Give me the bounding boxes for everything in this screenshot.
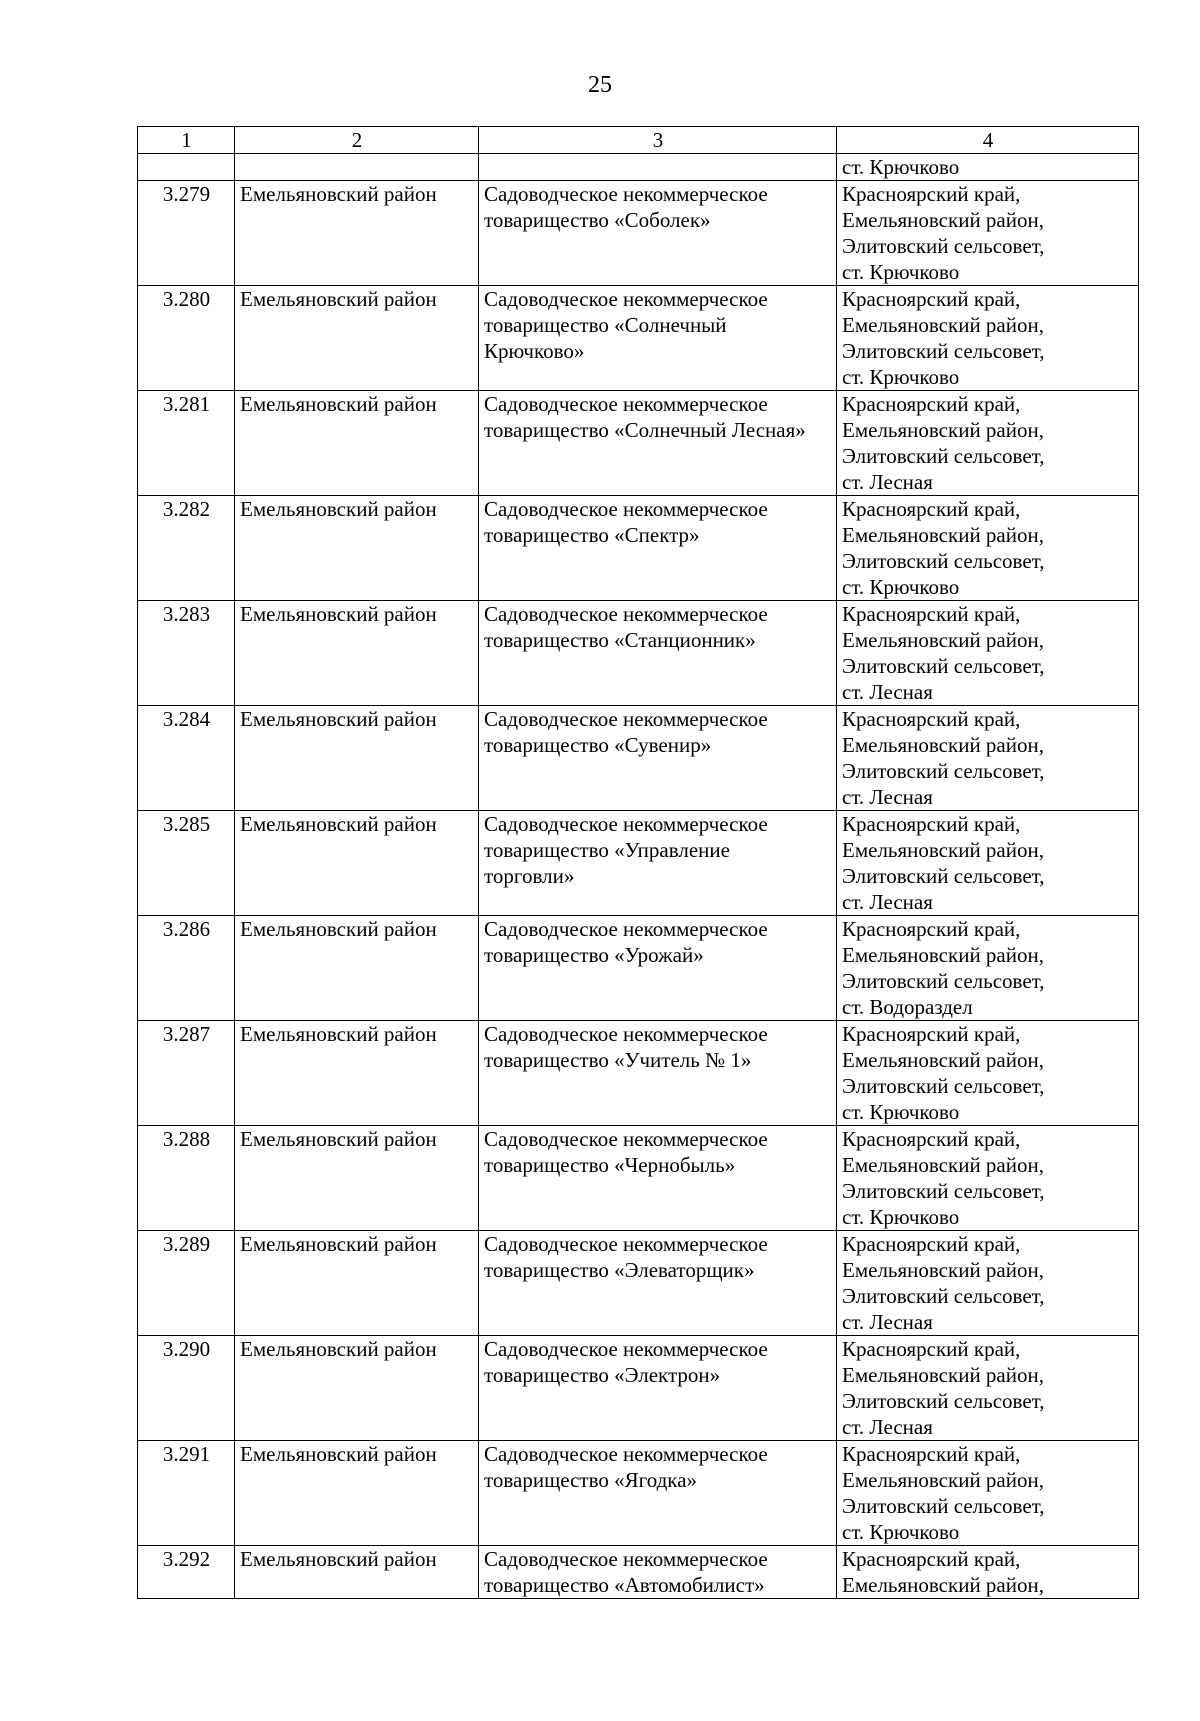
row-number-cell: 3.283 <box>138 601 235 706</box>
table-row <box>138 286 1139 391</box>
column-header: 4 <box>837 127 1139 154</box>
address-cell: Красноярский край, Емельяновский район, Элитовский сельсовет, ст. Водораздел <box>837 916 1139 1021</box>
organization-name-cell: Садоводческое некоммерческое товарищество «Станционник» <box>479 601 837 706</box>
address-cell: Красноярский край, Емельяновский район, Элитовский сельсовет, ст. Крючково <box>837 496 1139 601</box>
organization-name-cell: Садоводческое некоммерческое товарищество «Учитель № 1» <box>479 1021 837 1126</box>
district-cell: Емельяновский район <box>235 706 479 811</box>
organization-name-cell: Садоводческое некоммерческое товарищество «Солнечный Лесная» <box>479 391 837 496</box>
organization-name-cell: Садоводческое некоммерческое товарищество «Соболек» <box>479 181 837 286</box>
column-header: 1 <box>138 127 235 154</box>
district-cell: Емельяновский район <box>235 391 479 496</box>
address-cell: ст. Крючково <box>837 154 1139 181</box>
header-row <box>138 127 1139 154</box>
organization-name-cell: Садоводческое некоммерческое товарищество «Чернобыль» <box>479 1126 837 1231</box>
organization-name-cell: Садоводческое некоммерческое товарищество «Солнечный Крючково» <box>479 286 837 391</box>
organization-name-cell: Садоводческое некоммерческое товарищество «Ягодка» <box>479 1441 837 1546</box>
table-row <box>138 1546 1139 1599</box>
registry-table <box>137 126 1139 1599</box>
column-header: 3 <box>479 127 837 154</box>
organization-name-cell: Садоводческое некоммерческое товарищество «Электрон» <box>479 1336 837 1441</box>
district-cell: Емельяновский район <box>235 1336 479 1441</box>
organization-name-cell: Садоводческое некоммерческое товарищество «Спектр» <box>479 496 837 601</box>
address-cell: Красноярский край, Емельяновский район, Элитовский сельсовет, ст. Крючково <box>837 181 1139 286</box>
district-cell: Емельяновский район <box>235 1546 479 1599</box>
row-number-cell: 3.292 <box>138 1546 235 1599</box>
row-number-cell: 3.279 <box>138 181 235 286</box>
table-row <box>138 916 1139 1021</box>
row-number-cell: 3.285 <box>138 811 235 916</box>
table-row <box>138 1126 1139 1231</box>
table-row <box>138 1231 1139 1336</box>
address-cell: Красноярский край, Емельяновский район, Элитовский сельсовет, ст. Крючково <box>837 1126 1139 1231</box>
row-number-cell: 3.289 <box>138 1231 235 1336</box>
address-cell: Красноярский край, Емельяновский район, Элитовский сельсовет, ст. Крючково <box>837 1021 1139 1126</box>
district-cell: Емельяновский район <box>235 1126 479 1231</box>
organization-name-cell: Садоводческое некоммерческое товарищество «Элеваторщик» <box>479 1231 837 1336</box>
continuation-row <box>138 154 1139 181</box>
address-cell: Красноярский край, Емельяновский район, Элитовский сельсовет, ст. Лесная <box>837 811 1139 916</box>
address-cell: Красноярский край, Емельяновский район, Элитовский сельсовет, ст. Лесная <box>837 1336 1139 1441</box>
table-row <box>138 706 1139 811</box>
empty-cell <box>479 154 837 181</box>
row-number-cell: 3.291 <box>138 1441 235 1546</box>
district-cell: Емельяновский район <box>235 811 479 916</box>
table-row <box>138 811 1139 916</box>
district-cell: Емельяновский район <box>235 916 479 1021</box>
district-cell: Емельяновский район <box>235 496 479 601</box>
column-header: 2 <box>235 127 479 154</box>
row-number-cell: 3.287 <box>138 1021 235 1126</box>
organization-name-cell: Садоводческое некоммерческое товарищество «Урожай» <box>479 916 837 1021</box>
organization-name-cell: Садоводческое некоммерческое товарищество «Управление торговли» <box>479 811 837 916</box>
page-number: 25 <box>588 72 612 98</box>
row-number-cell: 3.284 <box>138 706 235 811</box>
row-number-cell: 3.282 <box>138 496 235 601</box>
organization-name-cell: Садоводческое некоммерческое товарищество «Сувенир» <box>479 706 837 811</box>
row-number-cell: 3.290 <box>138 1336 235 1441</box>
table-body <box>138 127 1139 1599</box>
table-row <box>138 496 1139 601</box>
district-cell: Емельяновский район <box>235 286 479 391</box>
row-number-cell: 3.286 <box>138 916 235 1021</box>
address-cell: Красноярский край, Емельяновский район, Элитовский сельсовет, ст. Крючково <box>837 1441 1139 1546</box>
table-row <box>138 181 1139 286</box>
table-row <box>138 1021 1139 1126</box>
table-row <box>138 1441 1139 1546</box>
row-number-cell: 3.281 <box>138 391 235 496</box>
district-cell: Емельяновский район <box>235 1441 479 1546</box>
district-cell: Емельяновский район <box>235 601 479 706</box>
address-cell: Красноярский край, Емельяновский район, <box>837 1546 1139 1599</box>
empty-cell <box>235 154 479 181</box>
empty-cell <box>138 154 235 181</box>
organization-name-cell: Садоводческое некоммерческое товарищество «Автомобилист» <box>479 1546 837 1599</box>
district-cell: Емельяновский район <box>235 181 479 286</box>
address-cell: Красноярский край, Емельяновский район, Элитовский сельсовет, ст. Лесная <box>837 391 1139 496</box>
address-cell: Красноярский край, Емельяновский район, Элитовский сельсовет, ст. Лесная <box>837 601 1139 706</box>
district-cell: Емельяновский район <box>235 1021 479 1126</box>
table-row <box>138 601 1139 706</box>
table-row <box>138 391 1139 496</box>
address-cell: Красноярский край, Емельяновский район, Элитовский сельсовет, ст. Лесная <box>837 1231 1139 1336</box>
table-row <box>138 1336 1139 1441</box>
address-cell: Красноярский край, Емельяновский район, Элитовский сельсовет, ст. Крючково <box>837 286 1139 391</box>
row-number-cell: 3.280 <box>138 286 235 391</box>
row-number-cell: 3.288 <box>138 1126 235 1231</box>
address-cell: Красноярский край, Емельяновский район, Элитовский сельсовет, ст. Лесная <box>837 706 1139 811</box>
district-cell: Емельяновский район <box>235 1231 479 1336</box>
